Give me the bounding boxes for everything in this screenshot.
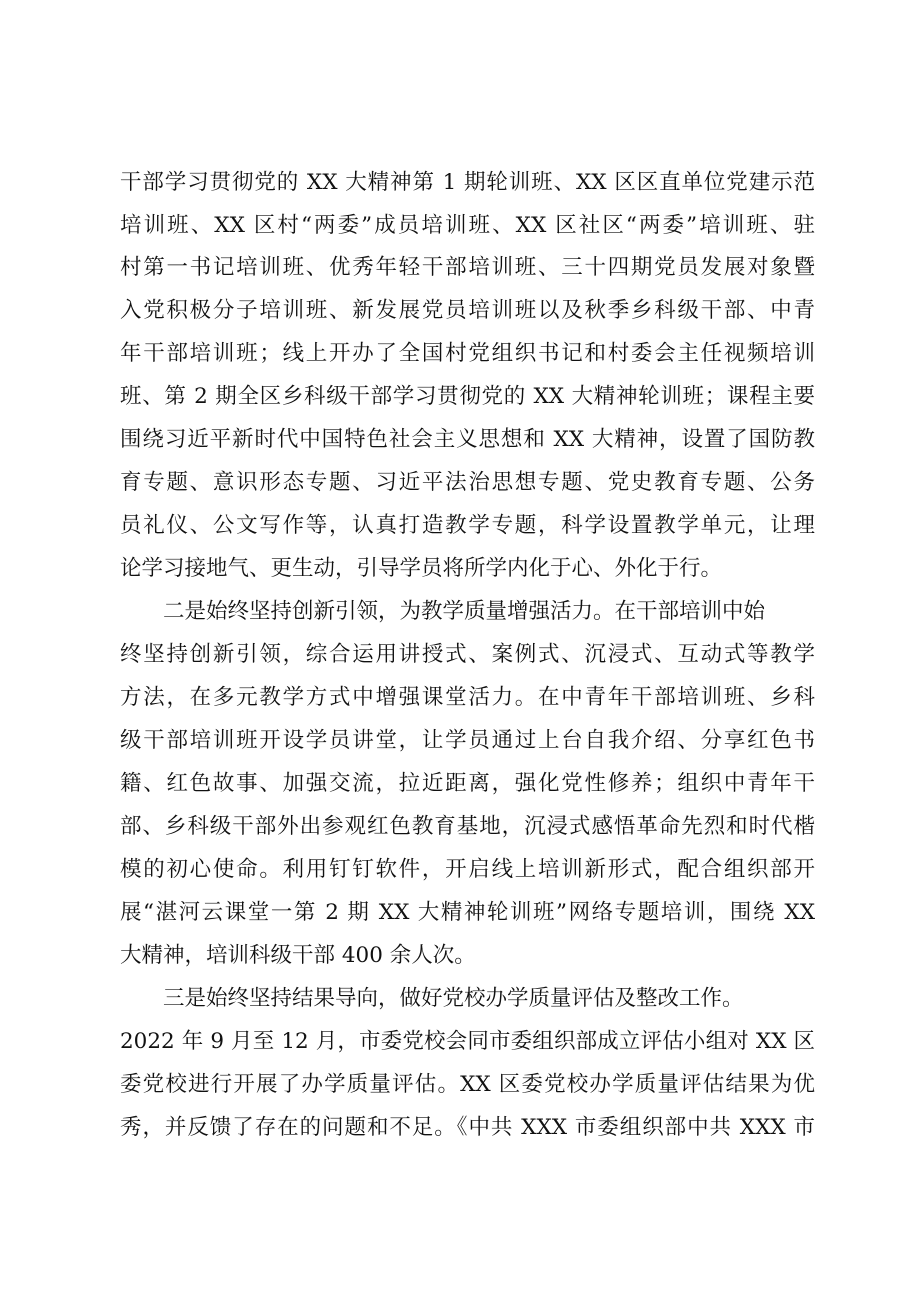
text-line: 村第一书记培训班、优秀年轻干部培训班、三十四期党员发展对象暨 [120,255,815,280]
text-line: 大精神，培训科级干部 400 余人次。 [120,943,476,968]
text-line: 委党校进行开展了办学质量评估。XX 区委党校办学质量评估结果为优 [120,1072,815,1097]
text-line: 围绕习近平新时代中国特色社会主义思想和 XX 大精神，设置了国防教 [120,427,815,452]
text-line: 展“湛河云课堂一第 2 期 XX 大精神轮训班”网络专题培训，围绕 XX [120,900,815,925]
text-line: 级干部培训班开设学员讲堂，让学员通过上台自我介绍、分享红色书 [120,728,815,753]
text-line: 方法，在多元教学方式中增强课堂活力。在中青年干部培训班、乡科 [120,685,815,710]
text-line: 年干部培训班；线上开办了全国村党组织书记和村委会主任视频培训 [120,341,815,366]
text-line: 干部学习贯彻党的 XX 大精神第 1 期轮训班、XX 区区直单位党建示范 [120,170,815,195]
text-line: 入党积极分子培训班、新发展党员培训班以及秋季乡科级干部、中青 [120,298,815,323]
text-line: 籍、红色故事、加强交流，拉近距离，强化党性修养；组织中青年干 [120,771,815,796]
text-line: 模的初心使命。利用钉钉软件，开启线上培训新形式，配合组织部开 [120,857,815,882]
text-line: 论学习接地气、更生动，引导学员将所学内化于心、外化于行。 [120,556,723,581]
paragraph-heading-line: 二是始终坚持创新引领，为教学质量增强活力。在干部培训中始 [163,599,766,624]
text-line: 终坚持创新引领，综合运用讲授式、案例式、沉浸式、互动式等教学 [120,642,815,667]
text-line: 班、第 2 期全区乡科级干部学习贯彻党的 XX 大精神轮训班；课程主要 [120,384,815,409]
text-line: 2022 年 9 月至 12 月，市委党校会同市委组织部成立评估小组对 XX 区 [120,1029,815,1054]
text-line: 员礼仪、公文写作等，认真打造教学专题，科学设置教学单元，让理 [120,513,815,538]
text-line: 育专题、意识形态专题、习近平法治思想专题、党史教育专题、公务 [120,470,815,495]
text-line: 培训班、XX 区村“两委”成员培训班、XX 区社区“两委”培训班、驻 [120,213,815,238]
paragraph-heading-line: 三是始终坚持结果导向，做好党校办学质量评估及整改工作。 [163,986,744,1011]
text-line: 部、乡科级干部外出参观红色教育基地，沉浸式感悟革命先烈和时代楷 [120,814,815,839]
text-line: 秀，并反馈了存在的问题和不足。《中共 XXX 市委组织部中共 XXX 市 [120,1115,815,1140]
